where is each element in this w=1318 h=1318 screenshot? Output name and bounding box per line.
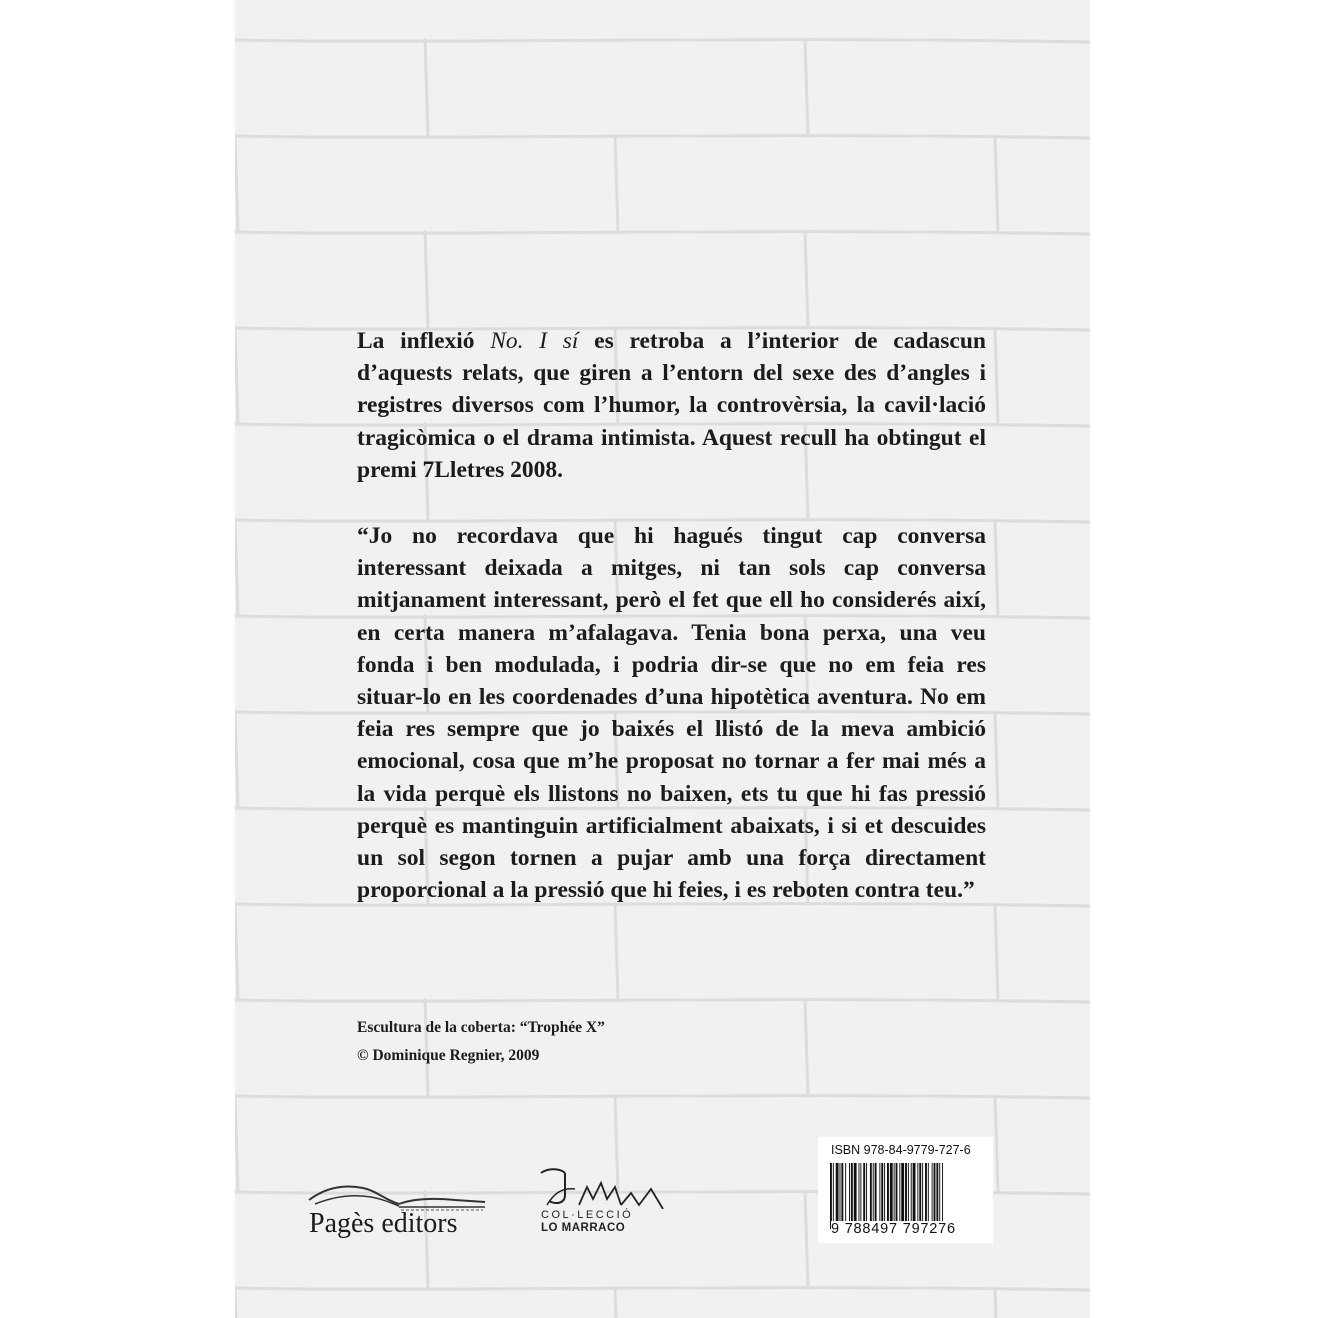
collection-name: LO MARRACO: [541, 1222, 626, 1234]
book-title-mention: No. I sí: [490, 328, 579, 354]
blurb-intro: [357, 325, 986, 486]
blurb-intro-text-end: es retroba a l’interior de cadascun d’aquests relats, que giren a l’entorn del sexe des d’angles i registres diversos com l’humor, la controvèrsia, la cavil·lació tragicòmica o el drama intimista. Aquest recull ha obtingut el premi 7Lletres 2008.: [357, 328, 986, 483]
blurb-quote: “Jo no recordava que hi hagués tingut cap conversa interessant deixada a mitges, ni tan sols cap conversa mitjanament interessant, però el fet que ell ho considerés així, en certa manera m’afalagava. Tenia bona perxa, una veu fonda i ben modulada, i podria dir-se que no em feia res situar-lo en les coordenades d’una hipotètica aventura. No em feia res sempre que jo baixés el llistó de la meva ambició emocional, cosa que m’he proposat no tornar a fer mai més a la vida perquè els llistons no baixen, ets tu que hi fas pressió perquè es mantinguin artificialment abaixats, i si et descuides un sol segon tornen a pujar amb una força directament proporcional a la pressió que hi feies, i es reboten contra teu.”: [357, 523, 986, 904]
credit-copyright: © Dominique Regnier, 2009: [357, 1047, 540, 1064]
collection-label: COL·LECCIÓ: [541, 1209, 634, 1221]
back-cover: [235, 0, 1090, 1318]
publisher-logo: [297, 1170, 497, 1250]
lo-marraco-icon: [535, 1165, 675, 1209]
isbn-label: ISBN 978-84-9779-727-6: [831, 1143, 971, 1157]
cover-credits: [357, 1014, 605, 1070]
collection-logo: [535, 1165, 675, 1245]
isbn-digits: 9 788497 797276: [831, 1221, 956, 1237]
barcode-icon: [830, 1163, 982, 1229]
credit-sculpture: Escultura de la coberta: “Trophée X”: [357, 1019, 605, 1036]
publisher-name: Pagès editors: [309, 1208, 458, 1239]
blurb-intro-text-start: La inflexió: [357, 328, 491, 354]
isbn-barcode-block: [818, 1137, 993, 1243]
